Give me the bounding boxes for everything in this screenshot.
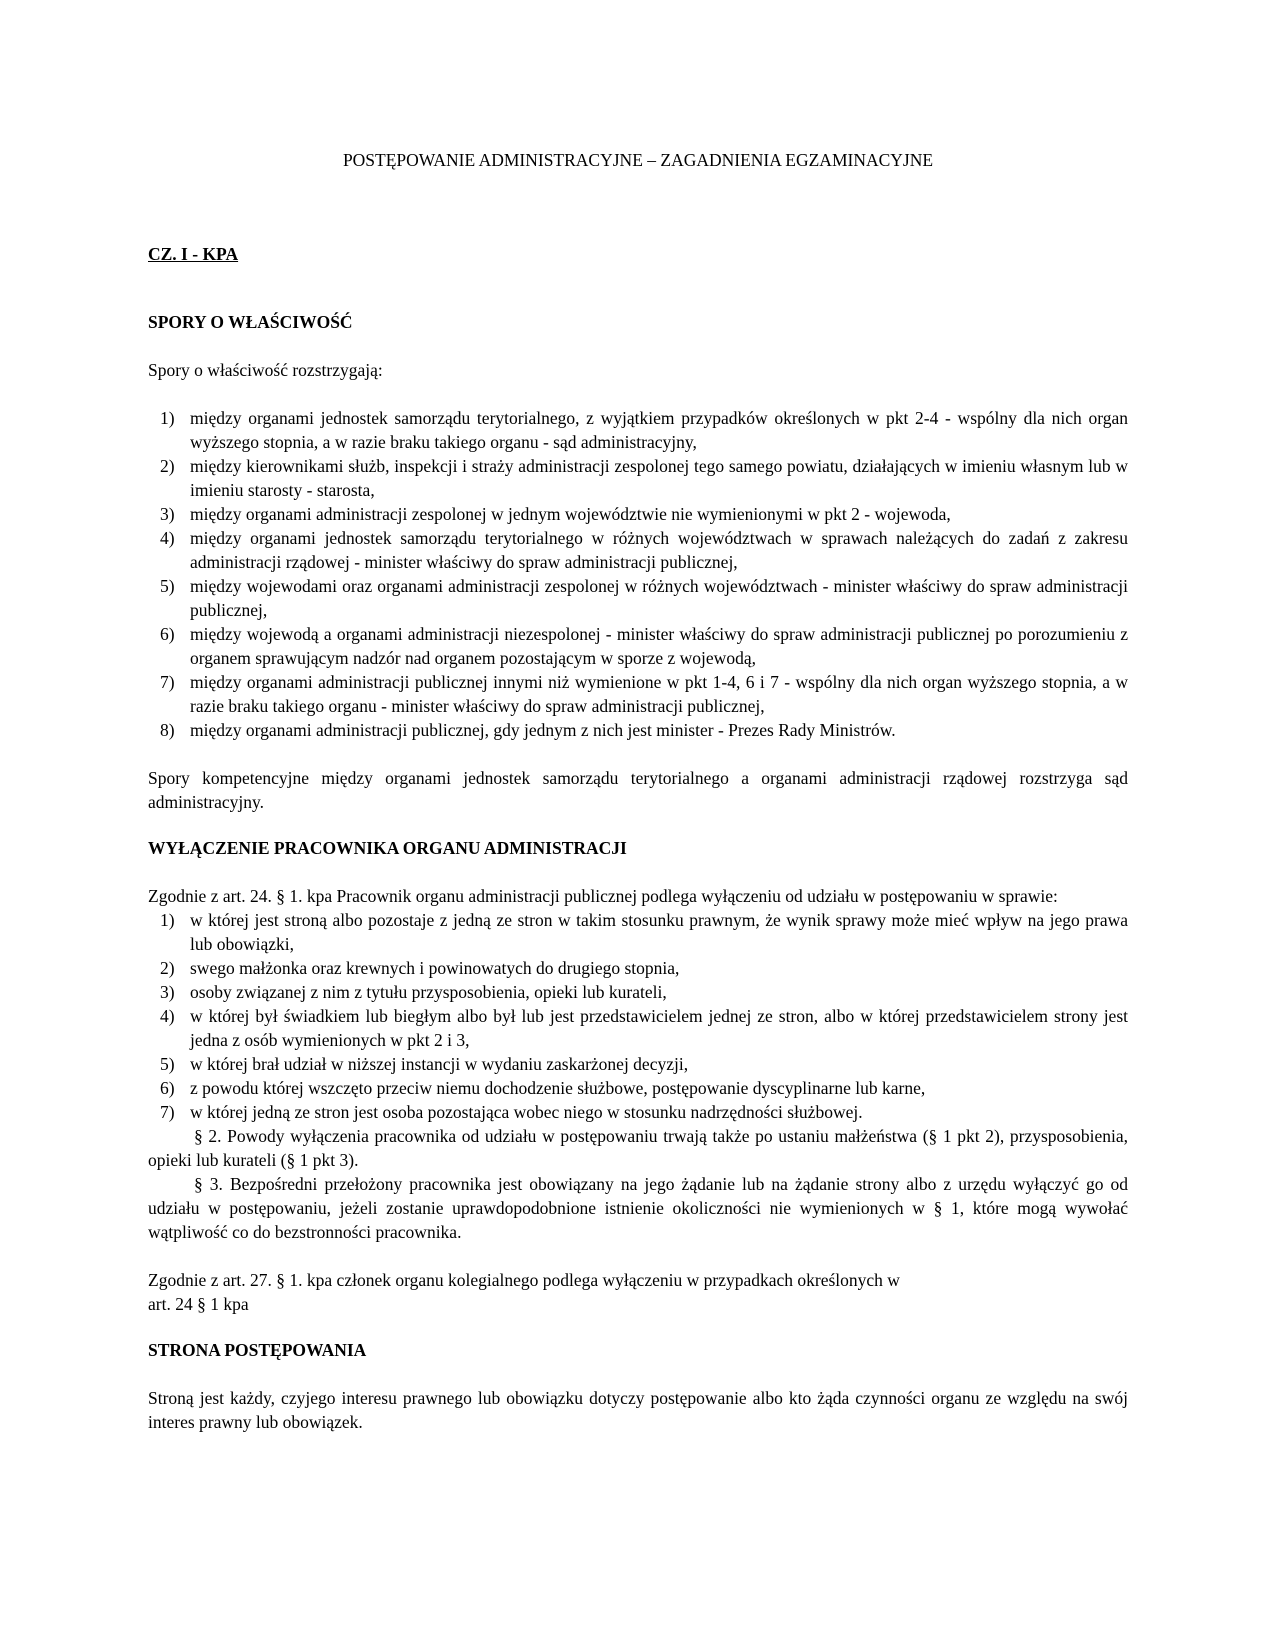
section-intro-spory: Spory o właściwość rozstrzygają: [148,360,383,380]
wylaczenie-list [148,908,1128,1124]
spory-closing-paragraph: Spory kompetencyjne między organami jednostek samorządu terytorialnego a organami administracji rządowej rozstrzyga sąd administracyjny. [148,768,1128,812]
list-item: 7) między organami administracji publicznej innymi niż wymienione w pkt 1-4, 6 i 7 - wspólny dla nich organ wyższego stopnia, a w razie braku takiego organu - minister właściwy do spraw administracji publicznej, [160,672,1128,716]
section-heading-wylaczenie: WYŁĄCZENIE PRACOWNIKA ORGANU ADMINISTRACJI [148,838,627,858]
list-item: 2) swego małżonka oraz krewnych i powinowatych do drugiego stopnia, [160,958,680,978]
section-heading-spory: SPORY O WŁAŚCIWOŚĆ [148,312,353,332]
list-item: 5) między wojewodami oraz organami administracji zespolonej w różnych województwach - minister właściwy do spraw administracji publicznej, [160,576,1128,620]
part-heading: CZ. I - KPA [148,244,239,264]
paragraph-par3: § 3. Bezpośredni przełożony pracownika jest obowiązany na jego żądanie lub na żądanie strony albo z urzędu wyłączyć go od udziału w postępowaniu, jeżeli zostanie uprawdopodobnione istnienie okoliczności nie wymienionych w § 1, które mogą wywołać wątpliwość co do bezstronności pracownika. [148,1174,1128,1242]
paragraph-par2: § 2. Powody wyłączenia pracownika od udziału w postępowaniu trwają także po ustaniu małżeństwa (§ 1 pkt 2), przysposobienia, opieki lub kurateli (§ 1 pkt 3). [148,1126,1128,1170]
list-item: 1) w której jest stroną albo pozostaje z jedną ze stron w takim stosunku prawnym, że wynik sprawy może mieć wpływ na jego prawa lub obowiązki, [160,910,1128,954]
list-item: 5) w której brał udział w niższej instancji w wydaniu zaskarżonej decyzji, [160,1054,689,1074]
document-title: POSTĘPOWANIE ADMINISTRACYJNE – ZAGADNIENIA EGZAMINACYJNE [342,150,934,170]
list-item: 6) z powodu której wszczęto przeciw niemu dochodzenie służbowe, postępowanie dyscyplinarne lub karne, [160,1078,926,1098]
section-heading-strona: STRONA POSTĘPOWANIA [148,1340,367,1360]
list-item: 3) osoby związanej z nim z tytułu przysposobienia, opieki lub kurateli, [160,982,667,1002]
spory-list [148,406,1128,742]
section-intro-wylaczenie: Zgodnie z art. 24. § 1. kpa Pracownik organu administracji publicznej podlega wyłączeniu od udziału w postępowaniu w sprawie: [148,886,1058,906]
strona-paragraph: Stroną jest każdy, czyjego interesu prawnego lub obowiązku dotyczy postępowanie albo kto żąda czynności organu ze względu na swój interes prawny lub obowiązek. [148,1388,1128,1432]
list-item: 4) w której był świadkiem lub biegłym albo był lub jest przedstawicielem jednej ze stron, albo w której przedstawicielem strony jest jedna z osób wymienionych w pkt 2 i 3, [160,1006,1128,1050]
list-item: 8) między organami administracji publicznej, gdy jednym z nich jest minister - Prezes Rady Ministrów. [160,720,896,740]
list-item: 1) między organami jednostek samorządu terytorialnego, z wyjątkiem przypadków określonych w pkt 2-4 - wspólny dla nich organ wyższego stopnia, a w razie braku takiego organu - sąd administracyjny, [160,408,1128,452]
list-item: 4) między organami jednostek samorządu terytorialnego w różnych województwach w sprawach należących do zadań z zakresu administracji rządowej - minister właściwy do spraw administracji publicznej, [160,528,1128,572]
list-item: 2) między kierownikami służb, inspekcji i straży administracji zespolonej tego samego powiatu, działających w imieniu własnym lub w imieniu starosty - starosta, [160,456,1128,500]
document-body [148,148,1128,1434]
list-item: 3) między organami administracji zespolonej w jednym województwie nie wymienionymi w pkt 2 - wojewoda, [160,504,951,524]
list-item: 7) w której jedną ze stron jest osoba pozostająca wobec niego w stosunku nadrzędności służbowej. [160,1102,863,1122]
art27-line-2: art. 24 § 1 kpa [148,1294,249,1314]
list-item: 6) między wojewodą a organami administracji niezespolonej - minister właściwy do spraw administracji publicznej po porozumieniu z organem sprawującym nadzór nad organem pozostającym w sporze z wojewodą, [160,624,1128,668]
art27-line-1: Zgodnie z art. 27. § 1. kpa członek organu kolegialnego podlega wyłączeniu w przypadkach określonych w [148,1270,900,1290]
